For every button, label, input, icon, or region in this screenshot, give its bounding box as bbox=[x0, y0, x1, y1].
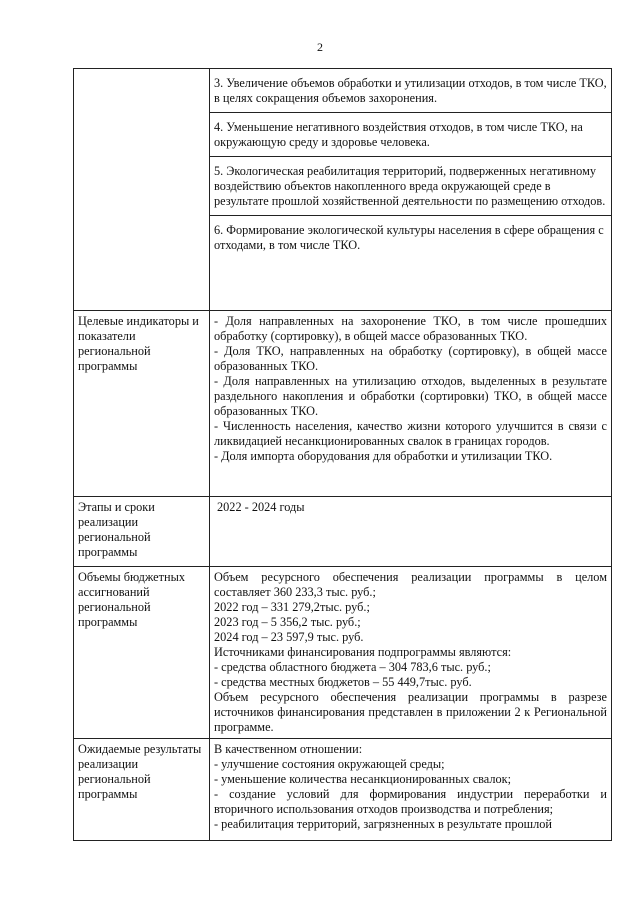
indicator-line: - Доля направленных на захоронение ТКО, в том числе прошедших обработку (сортировку), в общей массе образованных ТКО. bbox=[214, 314, 607, 343]
budget-line: - средства местных бюджетов – 55 449,7тыс. руб. bbox=[214, 675, 472, 689]
table-row bbox=[74, 311, 612, 497]
indicator-line: - Доля ТКО, направленных на обработку (сортировку), в общей массе образованных ТКО. bbox=[214, 344, 607, 373]
row-content bbox=[210, 567, 612, 739]
goal-item: 4. Уменьшение негативного воздействия отходов, в том числе ТКО, на окружающую среду и здоровье человека. bbox=[210, 112, 611, 156]
budget-line: Объем ресурсного обеспечения реализации программы в разрезе источников финансирования представлен в приложении 2 к Региональной программе. bbox=[214, 690, 607, 734]
budget-line: 2022 год – 331 279,2тыс. руб.; bbox=[214, 600, 370, 614]
result-line: - уменьшение количества несанкционированных свалок; bbox=[214, 772, 512, 786]
period-line: 2022 - 2024 годы bbox=[217, 500, 305, 514]
row-label: Этапы и сроки реализации региональной программы bbox=[74, 497, 210, 567]
budget-line: - средства областного бюджета – 304 783,6 тыс. руб.; bbox=[214, 660, 491, 674]
row-label-empty bbox=[74, 69, 210, 311]
goal-item: 3. Увеличение объемов обработки и утилизации отходов, в том числе ТКО, в целях сокращения объемов захоронения. bbox=[214, 76, 607, 105]
goal-item: 6. Формирование экологической культуры населения в сфере обращения с отходами, в том числе ТКО. bbox=[210, 215, 611, 259]
row-content bbox=[210, 497, 612, 567]
table-row bbox=[74, 739, 612, 841]
indicator-line: - Доля импорта оборудования для обработки и утилизации ТКО. bbox=[214, 449, 553, 463]
budget-line: 2023 год – 5 356,2 тыс. руб.; bbox=[214, 615, 361, 629]
budget-line: 2024 год – 23 597,9 тыс. руб. bbox=[214, 630, 364, 644]
row-label: Целевые индикаторы и показатели региональной программы bbox=[74, 311, 210, 497]
table-row bbox=[74, 69, 612, 311]
row-content bbox=[210, 311, 612, 497]
result-line: В качественном отношении: bbox=[214, 742, 363, 756]
result-line: - реабилитация территорий, загрязненных в результате прошлой bbox=[214, 817, 552, 831]
row-content bbox=[210, 739, 612, 841]
table-row bbox=[74, 497, 612, 567]
row-label: Ожидаемые результаты реализации региональной программы bbox=[74, 739, 210, 841]
page-number: 2 bbox=[317, 40, 323, 54]
goal-item: 5. Экологическая реабилитация территорий, подверженных негативному воздействию объектов накопленного вреда окружающей среде в результате прошлой хозяйственной деятельности по размещению отходов. bbox=[210, 156, 611, 215]
program-passport-table bbox=[73, 68, 612, 841]
result-line: - улучшение состояния окружающей среды; bbox=[214, 757, 445, 771]
budget-line: Источниками финансирования подпрограммы являются: bbox=[214, 645, 512, 659]
result-line: - создание условий для формирования индустрии переработки и вторичного использования отходов производства и потребления; bbox=[214, 787, 607, 816]
budget-line: Объем ресурсного обеспечения реализации программы в целом составляет 360 233,3 тыс. руб.; bbox=[214, 570, 607, 599]
indicator-line: - Численность населения, качество жизни которого улучшится в связи с ликвидацией несанкционированных свалок в границах городов. bbox=[214, 419, 607, 448]
table-row bbox=[74, 567, 612, 739]
goals-cell bbox=[210, 69, 612, 311]
row-label: Объемы бюджетных ассигнований региональной программы bbox=[74, 567, 210, 739]
indicator-line: - Доля направленных на утилизацию отходов, выделенных в результате раздельного накопления и обработки (сортировки) ТКО, в общей массе образованных ТКО. bbox=[214, 374, 607, 418]
